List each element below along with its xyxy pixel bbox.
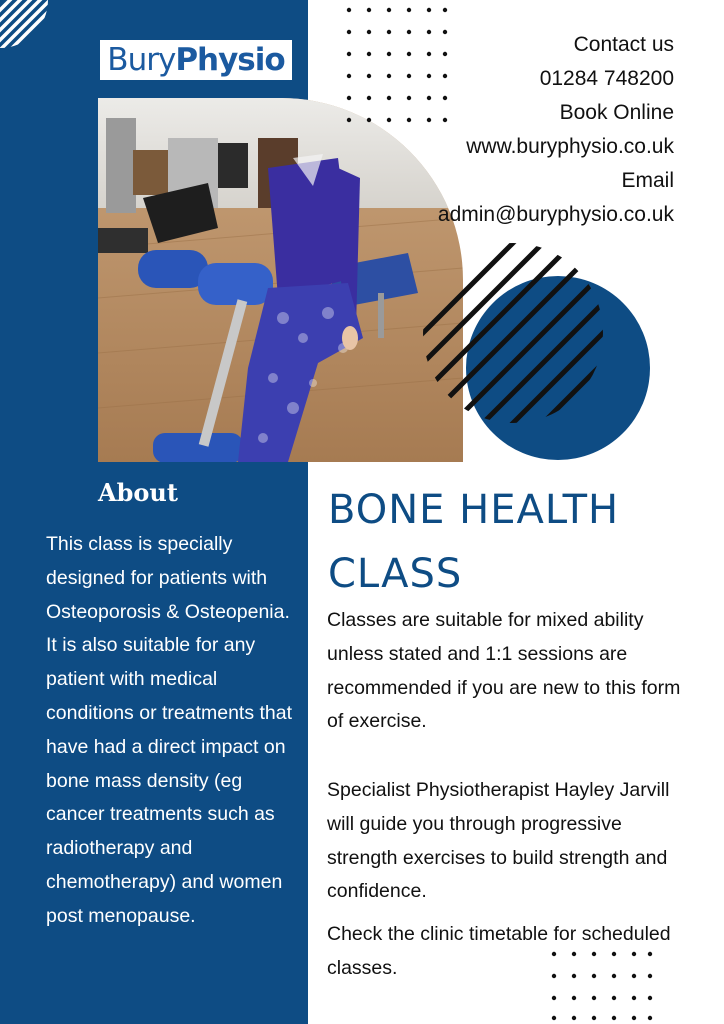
class-title: BONE HEALTH CLASS <box>328 487 620 597</box>
contact-book-label: Book Online <box>559 101 674 124</box>
class-paragraph-3: Check the clinic timetable for scheduled classes. <box>327 923 671 979</box>
buryphysio-logo <box>98 38 294 82</box>
contact-website[interactable]: www.buryphysio.co.uk <box>466 135 674 158</box>
logo-text-bury: Bury <box>107 42 176 78</box>
contact-email[interactable]: admin@buryphysio.co.uk <box>437 203 674 226</box>
striped-circle-decoration <box>418 238 658 468</box>
corner-stripes-decoration <box>0 0 60 60</box>
dot-grid-decoration-bottom <box>545 946 657 1024</box>
contact-heading: Contact us <box>573 33 674 56</box>
class-paragraph-2: Specialist Physiotherapist Hayley Jarvill will guide you through progressive strength exercises to build strength and confidence. <box>327 779 670 903</box>
contact-phone[interactable]: 01284 748200 <box>539 67 674 90</box>
contact-block <box>374 28 674 232</box>
class-paragraph-1: Classes are suitable for mixed ability unless stated and 1:1 sessions are recommended if you are new to this form of exercise. <box>327 609 681 733</box>
contact-email-label: Email <box>621 169 674 192</box>
about-text: This class is specially designed for patients with Osteoporosis & Osteopenia. It is also suitable for any patient with medical conditions or treatments that have had a direct impact on bone mass density (eg cancer treatments such as radiotherapy and chemotherapy) and women post menopause. <box>46 533 293 927</box>
logo-text-physio: Physio <box>175 42 285 78</box>
about-heading: About <box>98 478 178 507</box>
